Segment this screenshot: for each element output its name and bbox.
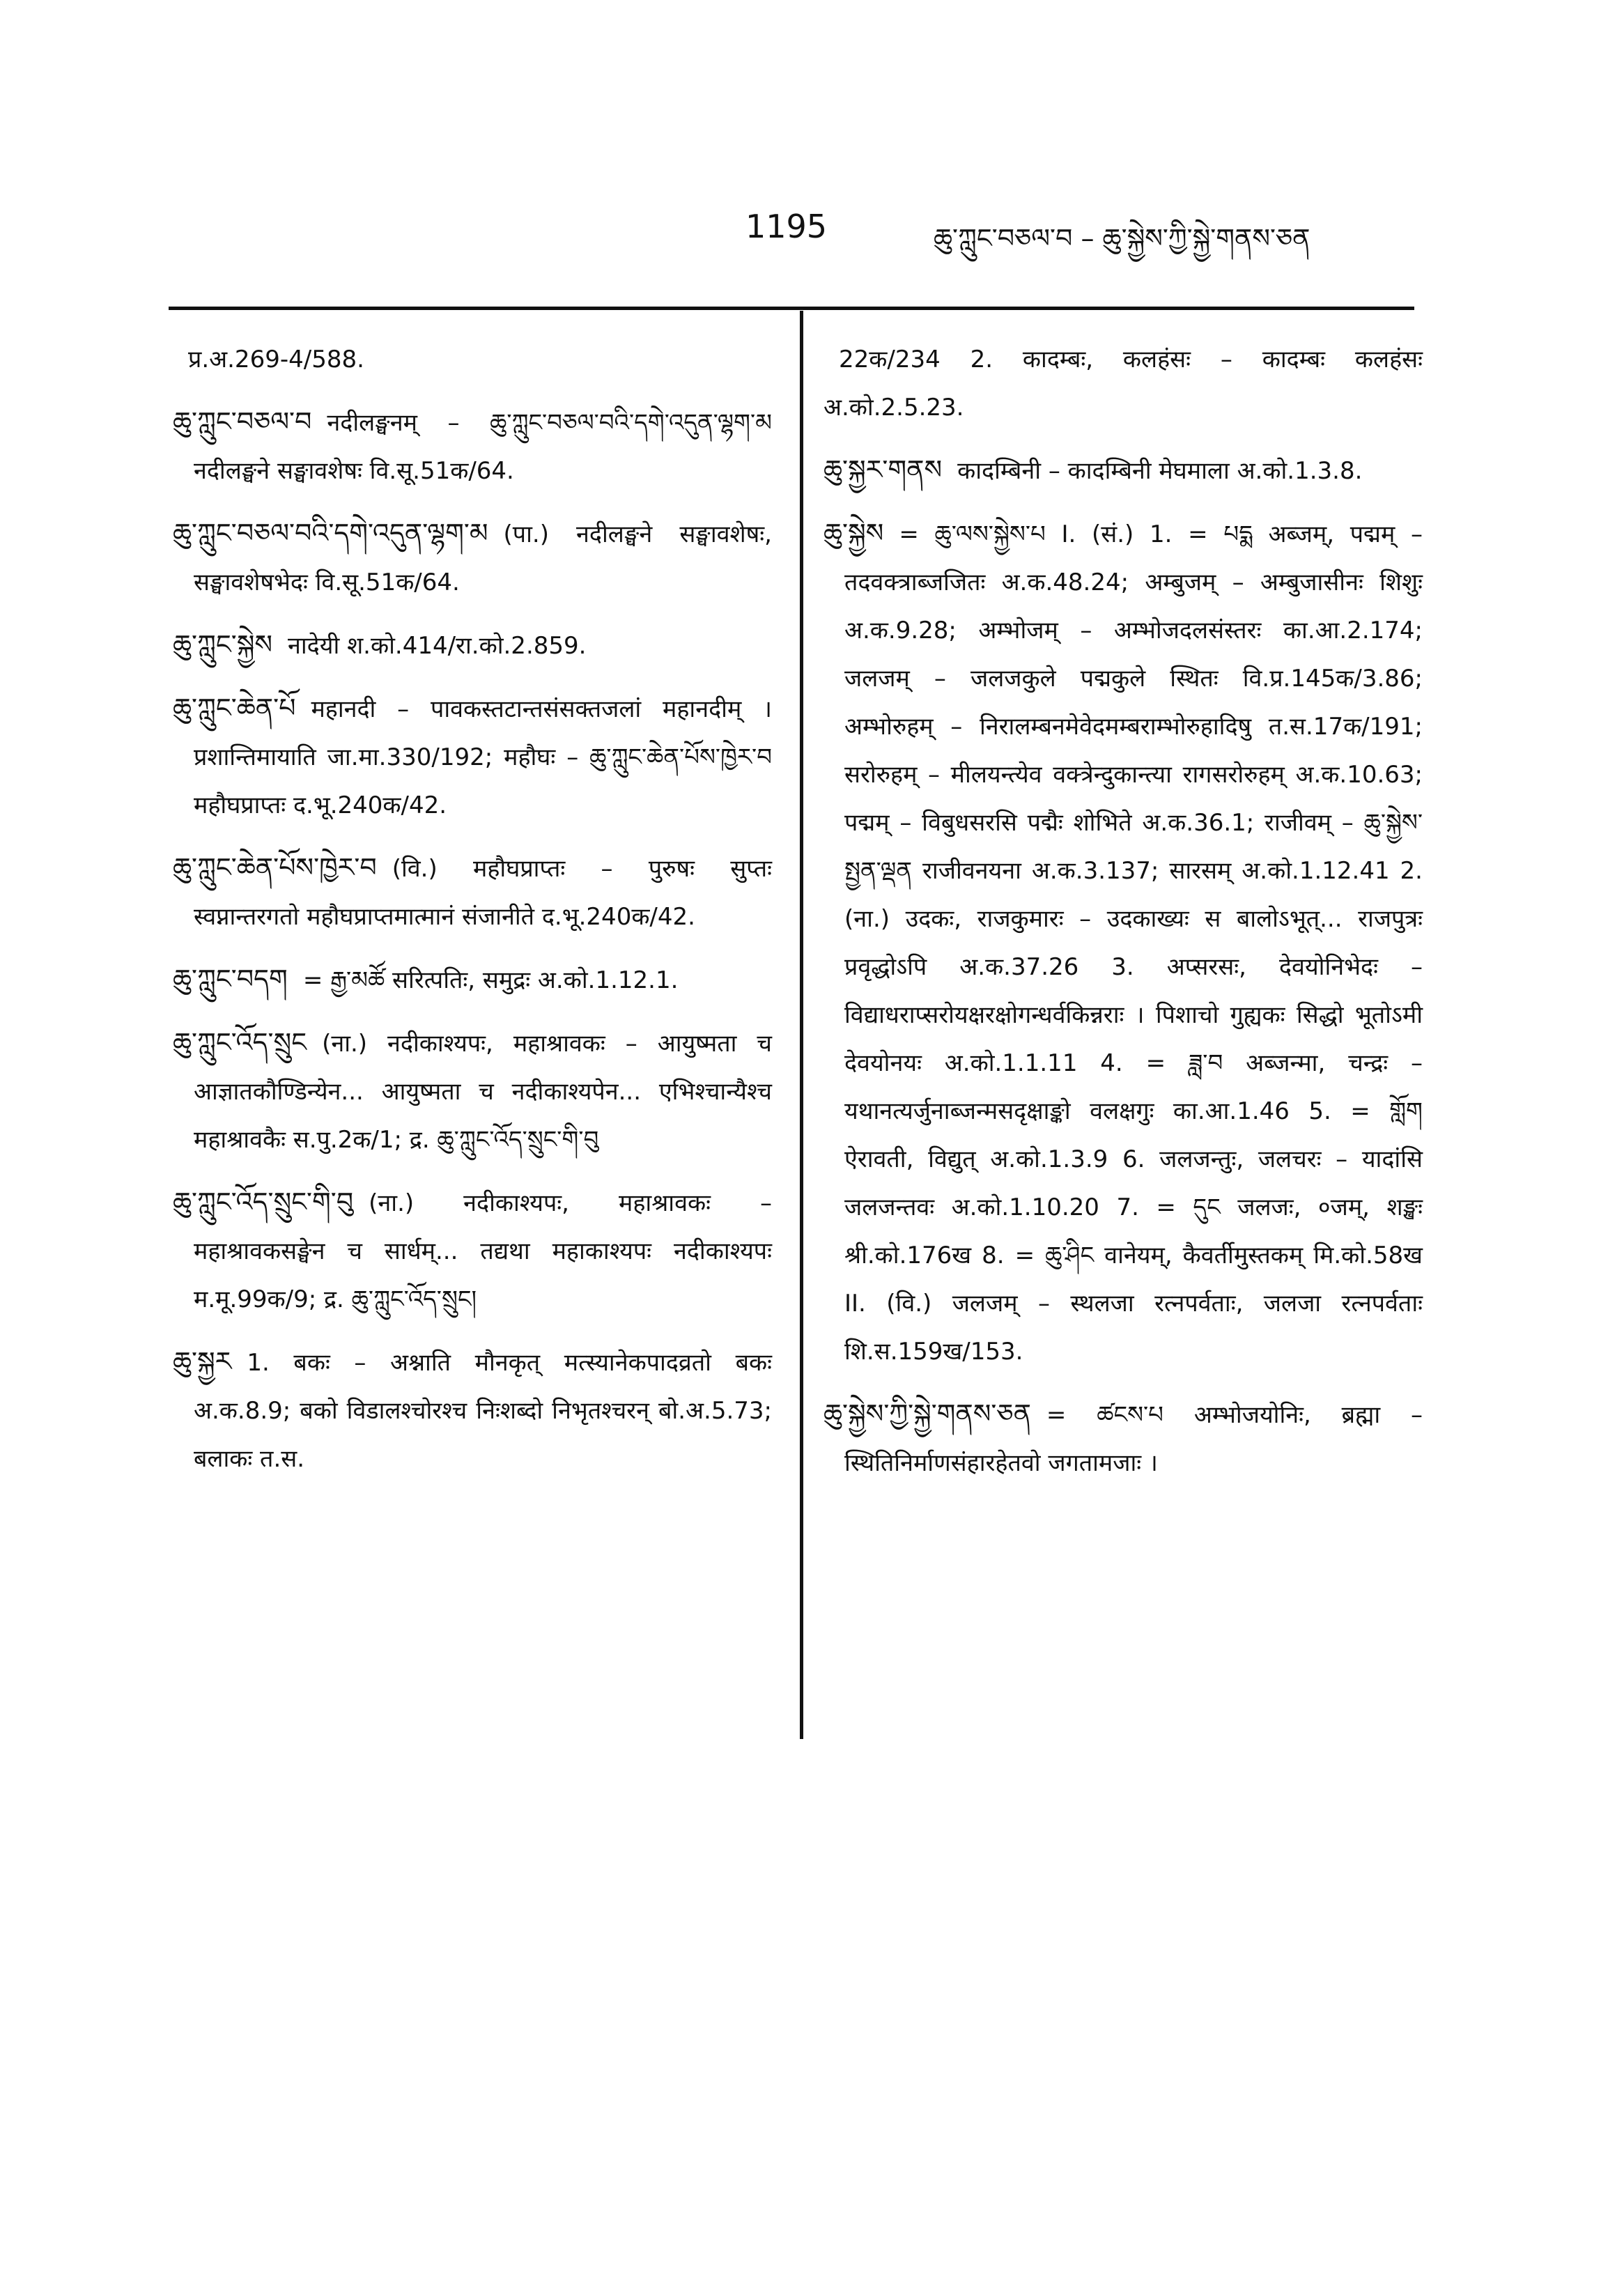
page-number: 1195 <box>745 208 828 245</box>
entry-headword: ཆུ་སྐྱར <box>173 1346 232 1377</box>
dictionary-entry <box>173 509 772 607</box>
entry-headword: ཆུ་ཀླུང་བདག <box>173 964 288 994</box>
left-column <box>173 334 772 1497</box>
entry-text: (वि.) महौघप्राप्तः – पुरुषः सुप्तः स्वप्नान्तरगतो महौघप्राप्तमात्मानं संजानीते द.भू.240क/42. <box>194 855 772 931</box>
entry-headword: ཆུ་ཀླུང་བཅལ་བའི་དགེ་འདུན་ལྷག་མ <box>173 518 488 548</box>
entry-headword: ཆུ་ཀླུང་བཅལ་བ <box>173 406 312 437</box>
dictionary-entry <box>823 334 1423 432</box>
entry-text: प्र.अ.269-4/588. <box>188 346 364 373</box>
dictionary-entry <box>823 1390 1423 1488</box>
entry-text: 22क/234 2. कादम्बः, कलहंसः – कादम्बः कलहंसः अ.को.2.5.23. <box>823 346 1423 422</box>
header-rule <box>169 307 1414 310</box>
dictionary-entry <box>823 509 1423 1376</box>
dictionary-entry <box>173 684 772 830</box>
running-head: ཆུ་ཀླུང་བཅལ་བ – ཆུ་སྐྱེས་ཀྱི་སྐྱེ་གནས་ཅན <box>934 223 1310 254</box>
entry-text: = ཆུ་ལས་སྐྱེས་པ I. (सं.) 1. = པདྨ अब्जम्, पद्मम् – तदवक्त्राब्जजितः अ.क.48.24; अम्बुजम् – अम्बुजासीनः शिशुः अ.क.9.28; अम्भोजम् – अम्भोजदलसंस्तरः का.आ.2.174; जलजम् – जलजकुले पद्मकुले स्थितः वि.प्र.145क/3.86; अम्भोरुहम् – निरालम्बनमेवेदमम्बराम्भोरुहादिषु त.स.17क/191; सरोरुहम् – मीलयन्त्येव वक्त्रेन्दुकान्त्या रागसरोरुहम् अ.क.10.63; पद्मम् – विबुधसरसि पद्मैः शोभिते अ.क.36.1; राजीवम् – ཆུ་སྐྱེས་སྤྱན་ལྡན राजीवनयना अ.क.3.137; सारसम् अ.को.1.12.41 2. (ना.) उदकः, राजकुमारः – उदकाख्यः स बालोऽभूत्... राजपुत्रः प्रवृद्धोऽपि अ.क.37.26 3. अप्सरसः, देवयोनिभेदः – विद्याधराप्सरोयक्षरक्षोगन्धर्वकिन्नराः । पिशाचो गुह्यकः सिद्धो भूतोऽमी देवयोनयः अ.को.1.1.11 4. = ཟླ་བ अब्जन्मा, चन्द्रः – यथानत्यर्जुनाब्जन्मसदृक्षाङ्को वलक्षगुः का.आ.1.46 5. = གློག ऐरावती, विद्युत् अ.को.1.3.9 6. जलजन्तुः, जलचरः – यादांसि जलजन्तवः अ.को.1.10.20 7. = དུང जलजः, ०जम्, शङ्खः श्री.को.176ख 8. = ཆུ་ཤིང वानेयम्, कैवर्तीमुस्तकम् मि.को.58ख II. (वि.) जलजम् – स्थलजा रत्नपर्वताः, जलजा रत्नपर्वताः शि.स.159ख/153. <box>844 520 1423 1366</box>
entry-text: (पा.) नदीलङ्घने सङ्घावशेषः, सङ्घावशेषभेदः वि.सू.51क/64. <box>194 520 772 596</box>
entry-headword: ཆུ་སྐྱེས་ཀྱི་སྐྱེ་གནས་ཅན <box>823 1398 1031 1429</box>
entry-headword: ཆུ་སྐྱེས <box>823 518 884 548</box>
entry-headword: ཆུ་ཀླུང་ཆེན་པོ <box>173 693 296 723</box>
dictionary-entry <box>173 955 772 1005</box>
dictionary-entry <box>173 1178 772 1324</box>
dictionary-entry <box>173 621 772 670</box>
entry-headword: ཆུ་ཀླུང་འོད་སྲུང་གི་བུ <box>173 1187 354 1217</box>
entry-text: 1. बकः – अश्नाति मौनकृत् मत्स्यानेकपादव्रतो बकः अ.क.8.9; बको विडालश्चोरश्च निःशब्दो निभृतश्चरन् बो.अ.5.73; बलाकः त.स. <box>194 1349 772 1473</box>
entry-text: (ना.) नदीकाश्यपः, महाश्रावकः – महाश्रावकसङ्घेन च सार्धम्... तद्यथा महाकाश्यपः नदीकाश्यपः म.मू.99क/9; द्र. ཆུ་ཀླུང་འོད་སྲུང། <box>194 1189 772 1313</box>
entry-text: (ना.) नदीकाश्यपः, महाश्रावकः – आयुष्मता च आज्ञातकौण्डिन्येन... आयुष्मता च नदीकाश्यपेन... एभिश्चान्यैश्च महाश्रावकैः स.पु.2क/1; द्र. ཆུ་ཀླུང་འོད་སྲུང་གི་བུ <box>194 1030 772 1154</box>
entry-text: महानदी – पावकस्तटान्तसंसक्तजलां महानदीम् । प्रशान्तिमायाति जा.मा.330/192; महौघः – ཆུ་ཀླུང་ཆེན་པོས་ཁྱེར་བ महौघप्राप्तः द.भू.240क/42. <box>194 695 772 819</box>
entry-headword: ཆུ་ཀླུང་སྐྱེས <box>173 629 272 660</box>
dictionary-entry <box>173 1019 772 1164</box>
entry-headword: ཆུ་ཀླུང་འོད་སྲུང <box>173 1027 307 1058</box>
entry-text: = རྒྱ་མཚོ सरित्पतिः, समुद्रः अ.को.1.12.1. <box>302 966 679 994</box>
entry-headword: ཆུ་སྐྱར་གནས <box>823 454 943 485</box>
entry-text: नादेयी श.को.414/रा.को.2.859. <box>288 632 587 660</box>
entry-text: नदीलङ्घनम् – ཆུ་ཀླུང་བཅལ་བའི་དགེ་འདུན་ལྷག་མ नदीलङ्घने सङ्घावशेषः वि.सू.51क/64. <box>194 409 772 485</box>
dictionary-entry <box>823 446 1423 495</box>
column-divider <box>800 311 803 1739</box>
entry-headword: ཆུ་ཀླུང་ཆེན་པོས་ཁྱེར་བ <box>173 852 377 883</box>
entry-text: = ཚངས་པ अम्भोजयोनिः, ब्रह्मा – स्थितिनिर्माणसंहारहेतवो जगतामजाः । <box>844 1401 1423 1477</box>
right-column <box>823 334 1423 1501</box>
dictionary-entry <box>173 334 772 384</box>
dictionary-entry <box>173 1338 772 1483</box>
dictionary-entry <box>173 844 772 941</box>
dictionary-entry <box>173 398 772 495</box>
entry-text: कादम्बिनी – कादम्बिनी मेघमाला अ.को.1.3.8. <box>957 457 1363 485</box>
